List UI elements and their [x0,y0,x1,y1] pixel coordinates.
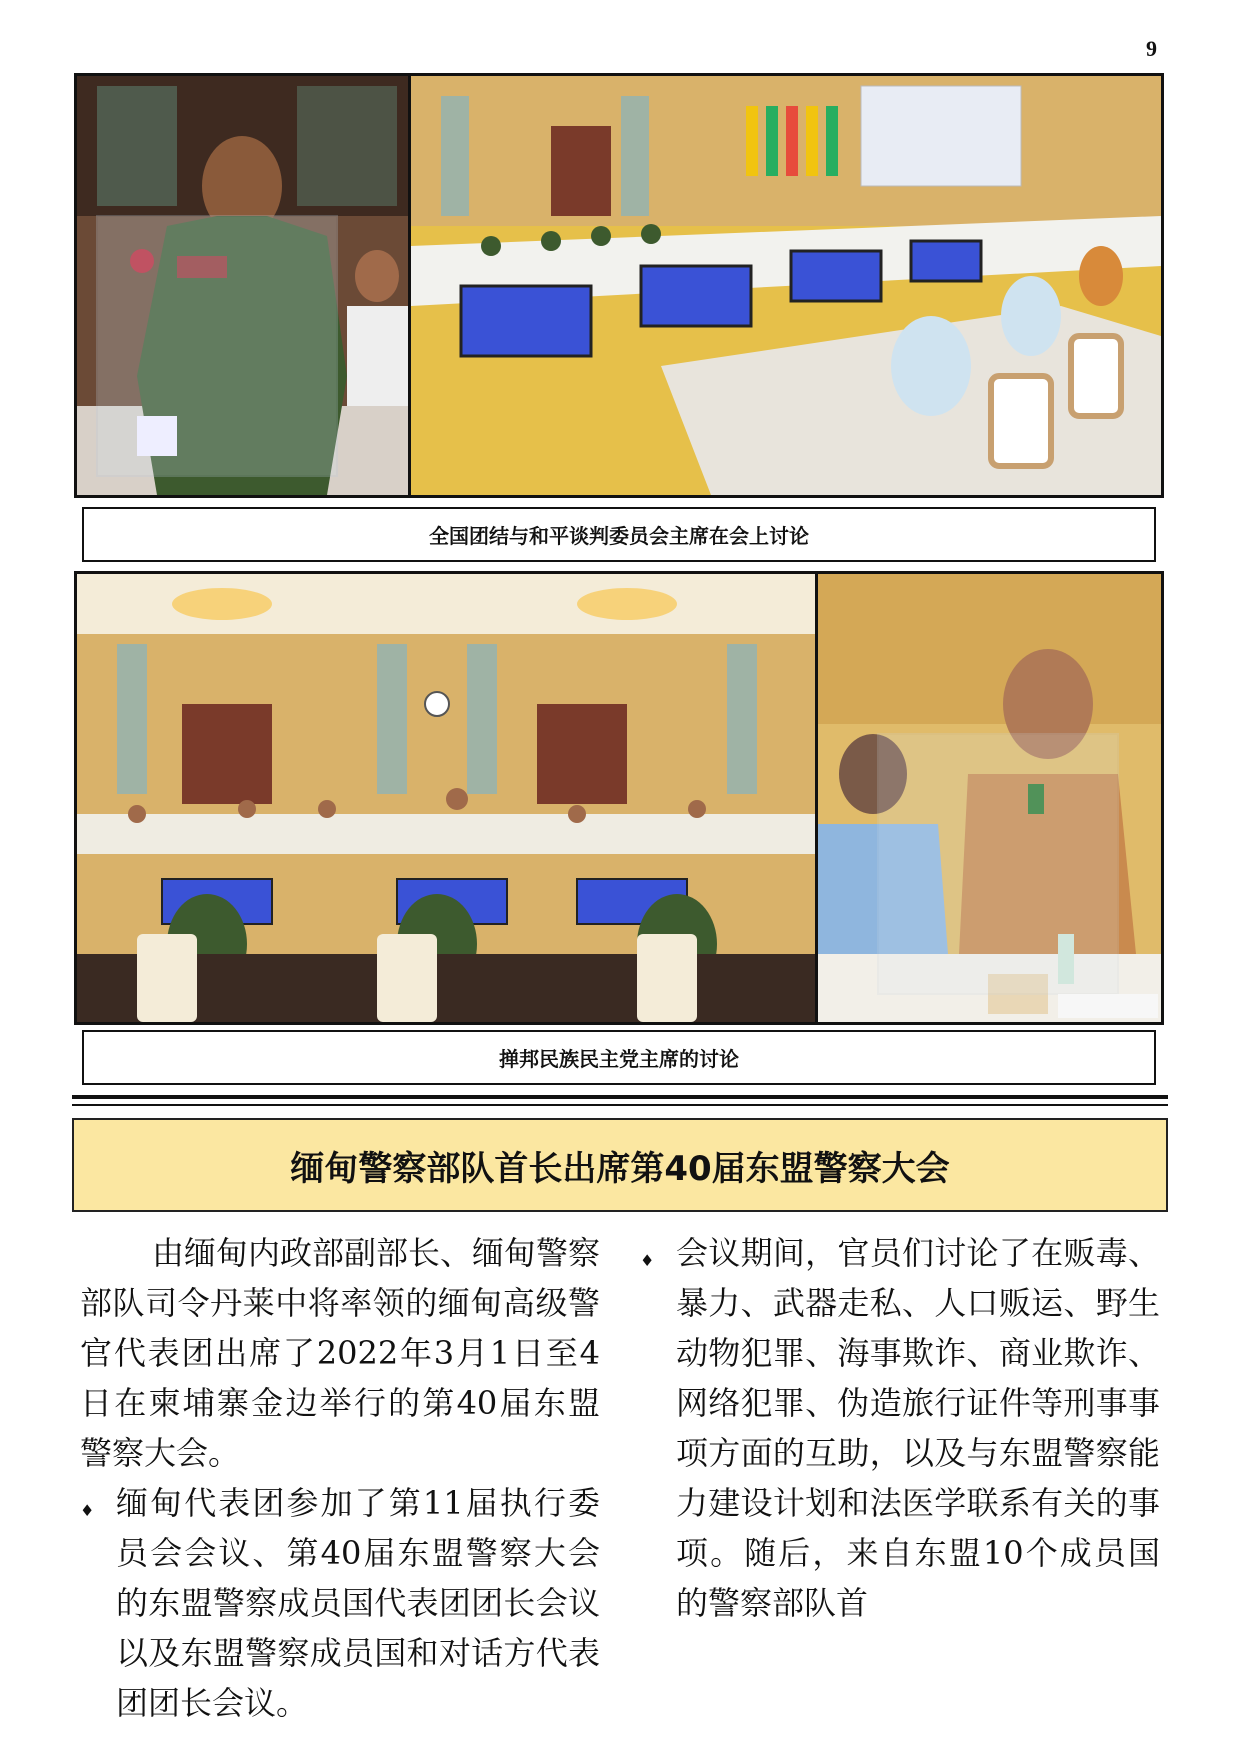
bullet-item [80,1478,600,1728]
article-column-left [80,1228,600,1728]
article-column-right [640,1228,1160,1628]
bullet-item [640,1228,1160,1628]
photo-officer-speaking [74,73,412,498]
photo-meeting-hall [74,571,819,1025]
bullet-text-delegation: 缅甸代表团参加了第11届执行委员会会议、第40届东盟警察大会的东盟警察成员国代表团团长会议以及东盟警察成员国和对话方代表团团长会议。 [116,1484,600,1722]
article-intro-paragraph: 由缅甸内政部副部长、缅甸警察部队司令丹莱中将率领的缅甸高级警官代表团出席了2022年3月1日至4日在柬埔寨金边举行的第40届东盟警察大会。 [80,1234,601,1472]
diamond-bullet-icon: ♦ [80,1501,95,1520]
divider-thick [72,1095,1168,1099]
caption-middle: 掸邦民族民主党主席的讨论 [82,1030,1156,1085]
photo-party-chairman [815,571,1164,1025]
bullet-text-discussion: 会议期间，官员们讨论了在贩毒、暴力、武器走私、人口贩运、野生动物犯罪、海事欺诈、商业欺诈、网络犯罪、伪造旅行证件等刑事事项方面的互助，以及与东盟警察能力建设计划和法医学联系有关的事项。随后，来自东盟10个成员国的警察部队首 [676,1234,1160,1622]
divider-thin [72,1104,1168,1106]
page-number: 9 [1146,36,1157,61]
caption-top: 全国团结与和平谈判委员会主席在会上讨论 [82,507,1156,562]
article-headline: 缅甸警察部队首长出席第40届东盟警察大会 [72,1118,1168,1212]
photo-conference-room [408,73,1164,498]
diamond-bullet-icon: ♦ [640,1251,655,1270]
